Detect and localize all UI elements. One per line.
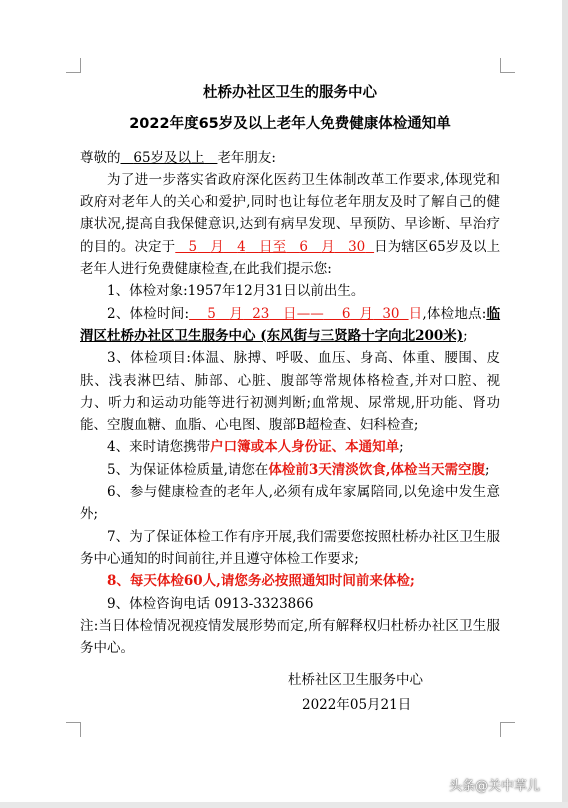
- item-2-end-month-label: 月: [359, 305, 374, 322]
- item-2-prefix: 2、体检时间:: [107, 305, 190, 322]
- item-2-location-label: ,体检地点:: [422, 305, 487, 322]
- item-2-month-label: 月: [229, 305, 244, 322]
- intro-text-end: 日为辖区65岁及以上老年人进行免费健康检查,在此我们提示您:: [80, 238, 501, 278]
- item-7: 7、为了保证体检工作有序开展,我们需要您按照杜桥办社区卫生服务中心通知的时间前往,并且遵守体检工作要求;: [80, 528, 500, 567]
- greeting-prefix: 尊敬的: [80, 149, 121, 166]
- intro-paragraph: [80, 169, 500, 280]
- item-4: [80, 436, 500, 458]
- item-2-location: 临渭区杜桥办社区卫生服务中心 (东风街与三贤路十字向北200米): [80, 305, 501, 344]
- greeting-suffix: 老年朋友:: [217, 149, 276, 166]
- intro-start-month: [175, 239, 374, 255]
- date: 2022年05月21日: [302, 696, 412, 713]
- note: 注:当日体检情况视疫情发展形势而定,所有解释权归杜桥办社区卫生服务中心。: [80, 617, 500, 657]
- item-2-end-day: 30: [382, 305, 400, 322]
- signature: 杜桥社区卫生服务中心: [288, 672, 423, 689]
- margin-corner-bottom-left: [66, 722, 81, 737]
- item-2-time-range: [189, 306, 409, 322]
- item-2: [80, 303, 500, 348]
- margin-corner-bottom-right: [500, 722, 515, 737]
- item-4-end: ;: [399, 439, 404, 456]
- intro-end-month-value: 6: [299, 238, 309, 255]
- greeting-target-text: 65岁及以上: [133, 149, 205, 166]
- item-5-prefix: 5、为保证体检质量,请您在: [107, 461, 269, 478]
- page-edge-bottom: [0, 802, 568, 808]
- intro-start-day-value: 4: [237, 238, 246, 255]
- item-5: [80, 459, 500, 481]
- intro-to-label: 日至: [258, 238, 287, 255]
- item-2-end-day-label: 日: [408, 305, 423, 322]
- item-4-documents: 户口簿或本人身份证、本通知单: [210, 439, 400, 456]
- item-2-start-day: 23: [252, 305, 270, 322]
- item-2-end-month: 6: [341, 305, 351, 322]
- item-2-start-month: 5: [207, 305, 216, 322]
- item-4-prefix: 4、来时请您携带: [107, 439, 211, 456]
- organization-title: 杜桥办社区卫生的服务中心: [203, 85, 377, 101]
- greeting: [80, 147, 500, 169]
- item-6: 6、参与健康检查的老年人,必须有成年家属陪同,以免途中发生意外;: [80, 484, 500, 523]
- item-2-day-dash: 日——: [282, 305, 324, 322]
- notice-title: 2022年度65岁及以上老年人免费健康体检通知单: [129, 116, 451, 133]
- item-5-requirement: 体检前3天清淡饮食,体检当天需空腹: [268, 461, 485, 478]
- intro-text: 为了进一步落实省政府深化医药卫生体制改革工作要求,体现党和政府对老年人的关心和爱护,同时也让每位老年朋友及时了解自己的健康状况,提高自我保健意识,达到有病早发现、早预防、早诊断、早治疗的目的。决定于: [80, 171, 500, 255]
- document-body: [80, 82, 500, 716]
- intro-start-month-value: 5: [188, 238, 198, 255]
- item-5-end: ;: [484, 461, 490, 478]
- intro-end-month-label: 月: [321, 238, 335, 255]
- watermark: 头条@关中草儿: [448, 779, 540, 794]
- margin-corner-top-right: [500, 58, 515, 73]
- item-3: 3、体检项目:体温、脉搏、呼吸、血压、身高、体重、腰围、皮肤、浅表淋巴结、肺部、心脏、腹部等常规体格检查,并对口腔、视力、听力和运动功能等进行初测判断;血常规、尿常规,肝功能、肾功能、空腹血糖、血脂、心电图、腹部B超检查、妇科检查;: [80, 350, 500, 434]
- item-8: 8、每天体检60人,请您务必按照通知时间前来体检;: [107, 573, 415, 590]
- item-9: 9、体检咨询电话 0913-3323866: [107, 595, 314, 612]
- item-1: 1、体检对象:1957年12月31日以前出生。: [107, 283, 365, 300]
- greeting-target: [121, 150, 218, 166]
- intro-end-day-value: 30: [348, 238, 366, 255]
- intro-month-label: 月: [210, 238, 224, 255]
- item-2-end: ;: [463, 327, 468, 344]
- page-edge-right: [562, 0, 568, 808]
- margin-corner-top-left: [66, 58, 81, 73]
